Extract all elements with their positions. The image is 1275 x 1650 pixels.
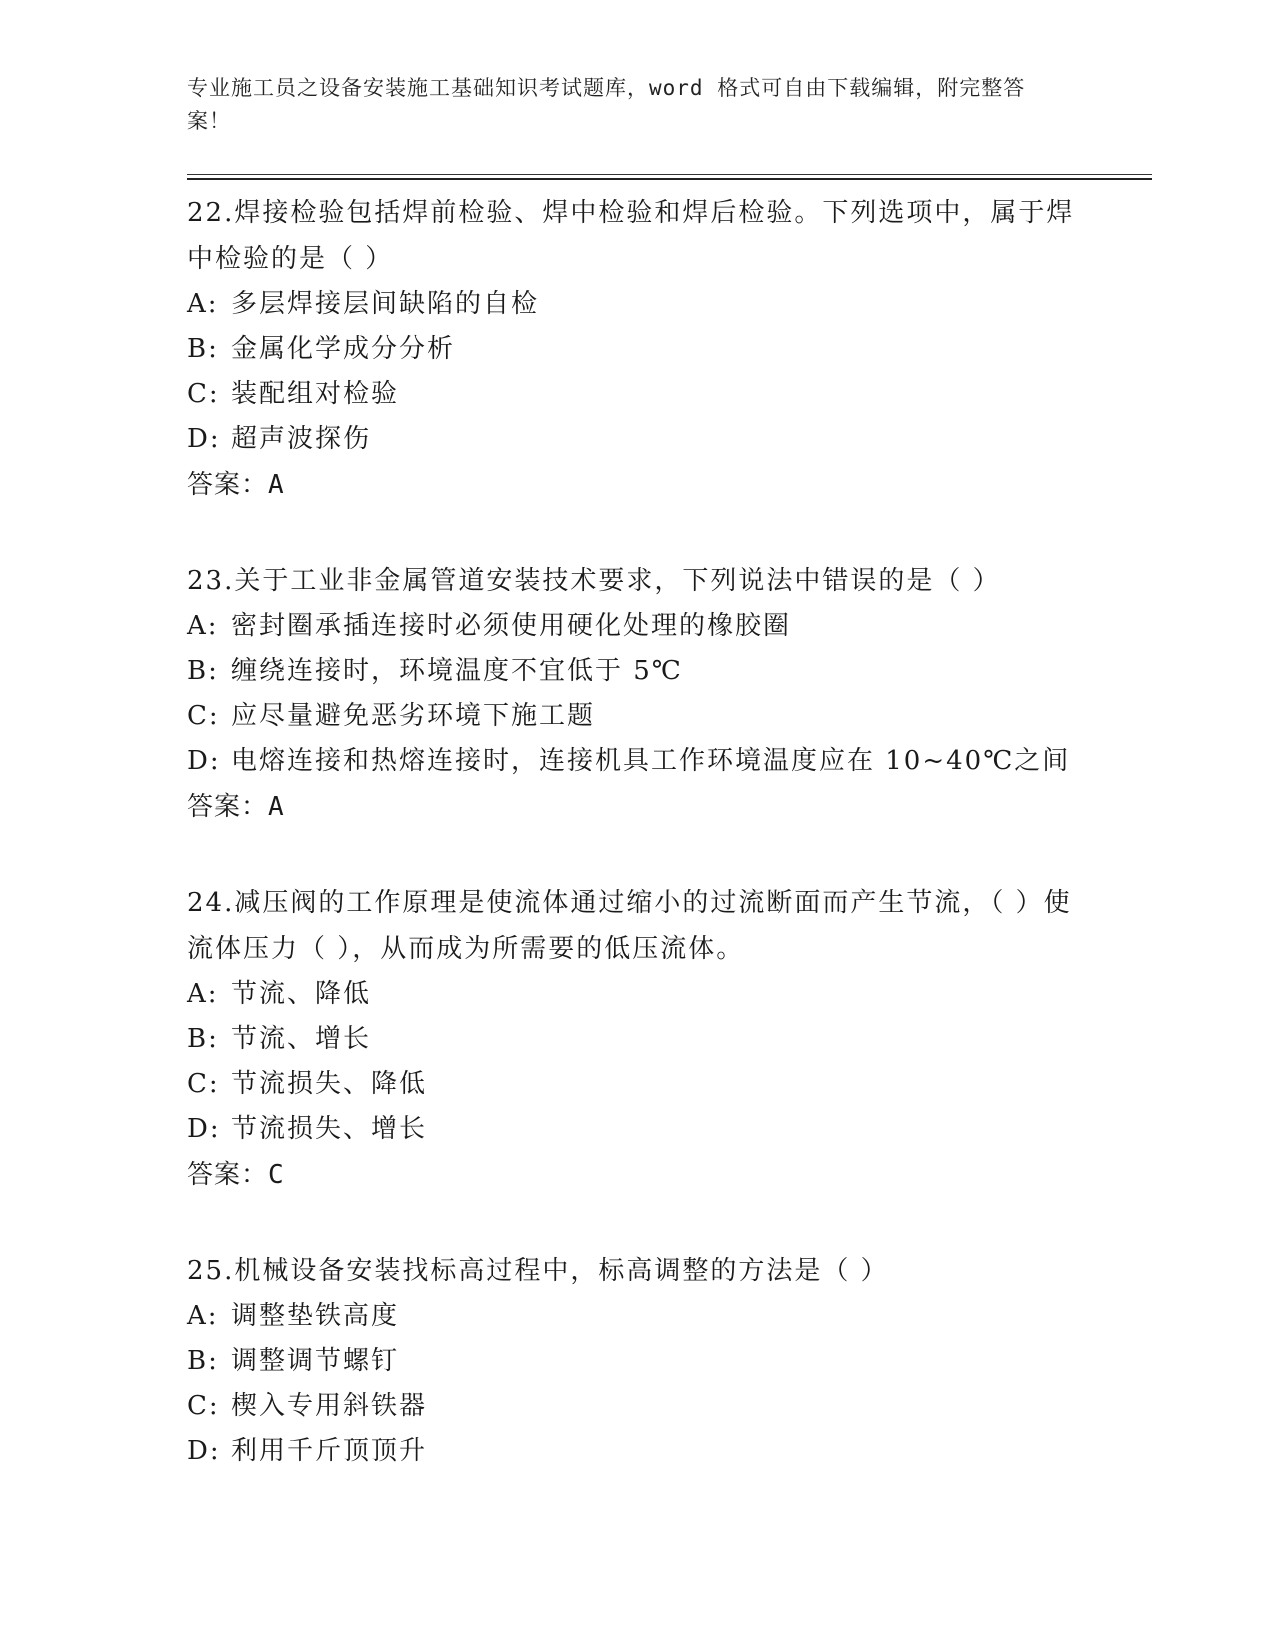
question-22: [187, 190, 1087, 508]
option-text: 缠绕连接时，环境温度不宜低于 5℃: [231, 656, 683, 686]
answer-label: 答案：A: [187, 470, 285, 500]
option-d: [187, 417, 1087, 462]
option-key: D:: [187, 746, 221, 776]
answer-label: 答案：A: [187, 792, 285, 822]
option-key: A:: [187, 979, 219, 1009]
option-text: 节流损失、降低: [231, 1069, 428, 1099]
question-stem: 23.关于工业非金属管道安装技术要求，下列说法中错误的是（ ）: [187, 566, 1001, 596]
option-d: [187, 1107, 1087, 1152]
option-text: 多层焊接层间缺陷的自检: [231, 289, 540, 319]
option-b: [187, 649, 1087, 694]
option-c: [187, 1384, 1087, 1429]
option-a: [187, 972, 1087, 1017]
answer-label: 答案：C: [187, 1160, 285, 1190]
option-key: C:: [187, 1391, 220, 1421]
option-b: [187, 327, 1087, 372]
option-d: [187, 1429, 1087, 1474]
question-24: [187, 880, 1087, 1198]
question-stem: 24.减压阀的工作原理是使流体通过缩小的过流断面而产生节流，（ ）使流体压力（ ），从而成为所需要的低压流体。: [187, 888, 1072, 964]
option-key: D:: [187, 424, 221, 454]
option-c: [187, 1062, 1087, 1107]
option-key: A:: [187, 1301, 219, 1331]
option-b: [187, 1339, 1087, 1384]
option-a: [187, 1294, 1087, 1339]
option-text: 节流损失、增长: [231, 1114, 428, 1144]
option-text: 应尽量避免恶劣环境下施工题: [231, 701, 596, 731]
option-text: 密封圈承插连接时必须使用硬化处理的橡胶圈: [231, 611, 792, 641]
question-stem: 22.焊接检验包括焊前检验、焊中检验和焊后检验。下列选项中，属于焊中检验的是（ ）: [187, 198, 1075, 274]
option-text: 节流、增长: [231, 1024, 372, 1054]
option-c: [187, 694, 1087, 739]
option-text: 金属化学成分分析: [231, 334, 456, 364]
option-key: B:: [187, 334, 219, 364]
option-key: C:: [187, 379, 220, 409]
option-d: [187, 739, 1087, 784]
option-key: B:: [187, 1346, 219, 1376]
option-c: [187, 372, 1087, 417]
option-a: [187, 282, 1087, 327]
header-divider-thin: [187, 174, 1152, 175]
question-list: [187, 190, 1087, 1524]
option-text: 调整垫铁高度: [231, 1301, 400, 1331]
option-key: D:: [187, 1114, 221, 1144]
header-divider-thick: [187, 178, 1152, 180]
option-key: A:: [187, 611, 219, 641]
option-key: B:: [187, 656, 219, 686]
option-key: C:: [187, 1069, 220, 1099]
question-23: [187, 558, 1087, 830]
question-stem: 25.机械设备安装找标高过程中，标高调整的方法是（ ）: [187, 1256, 889, 1286]
option-a: [187, 604, 1087, 649]
option-text: 调整调节螺钉: [231, 1346, 400, 1376]
option-b: [187, 1017, 1087, 1062]
option-key: A:: [187, 289, 219, 319]
option-text: 利用千斤顶顶升: [231, 1436, 428, 1466]
question-25: [187, 1248, 1087, 1474]
option-key: D:: [187, 1436, 221, 1466]
header-note: 专业施工员之设备安装施工基础知识考试题库，word 格式可自由下载编辑，附完整答案！: [187, 76, 1026, 133]
option-key: B:: [187, 1024, 219, 1054]
option-text: 电熔连接和热熔连接时，连接机具工作环境温度应在 10~40℃之间: [231, 746, 1071, 776]
option-text: 超声波探伤: [231, 424, 372, 454]
option-text: 节流、降低: [231, 979, 372, 1009]
option-text: 装配组对检验: [231, 379, 400, 409]
option-key: C:: [187, 701, 220, 731]
option-text: 楔入专用斜铁器: [231, 1391, 428, 1421]
